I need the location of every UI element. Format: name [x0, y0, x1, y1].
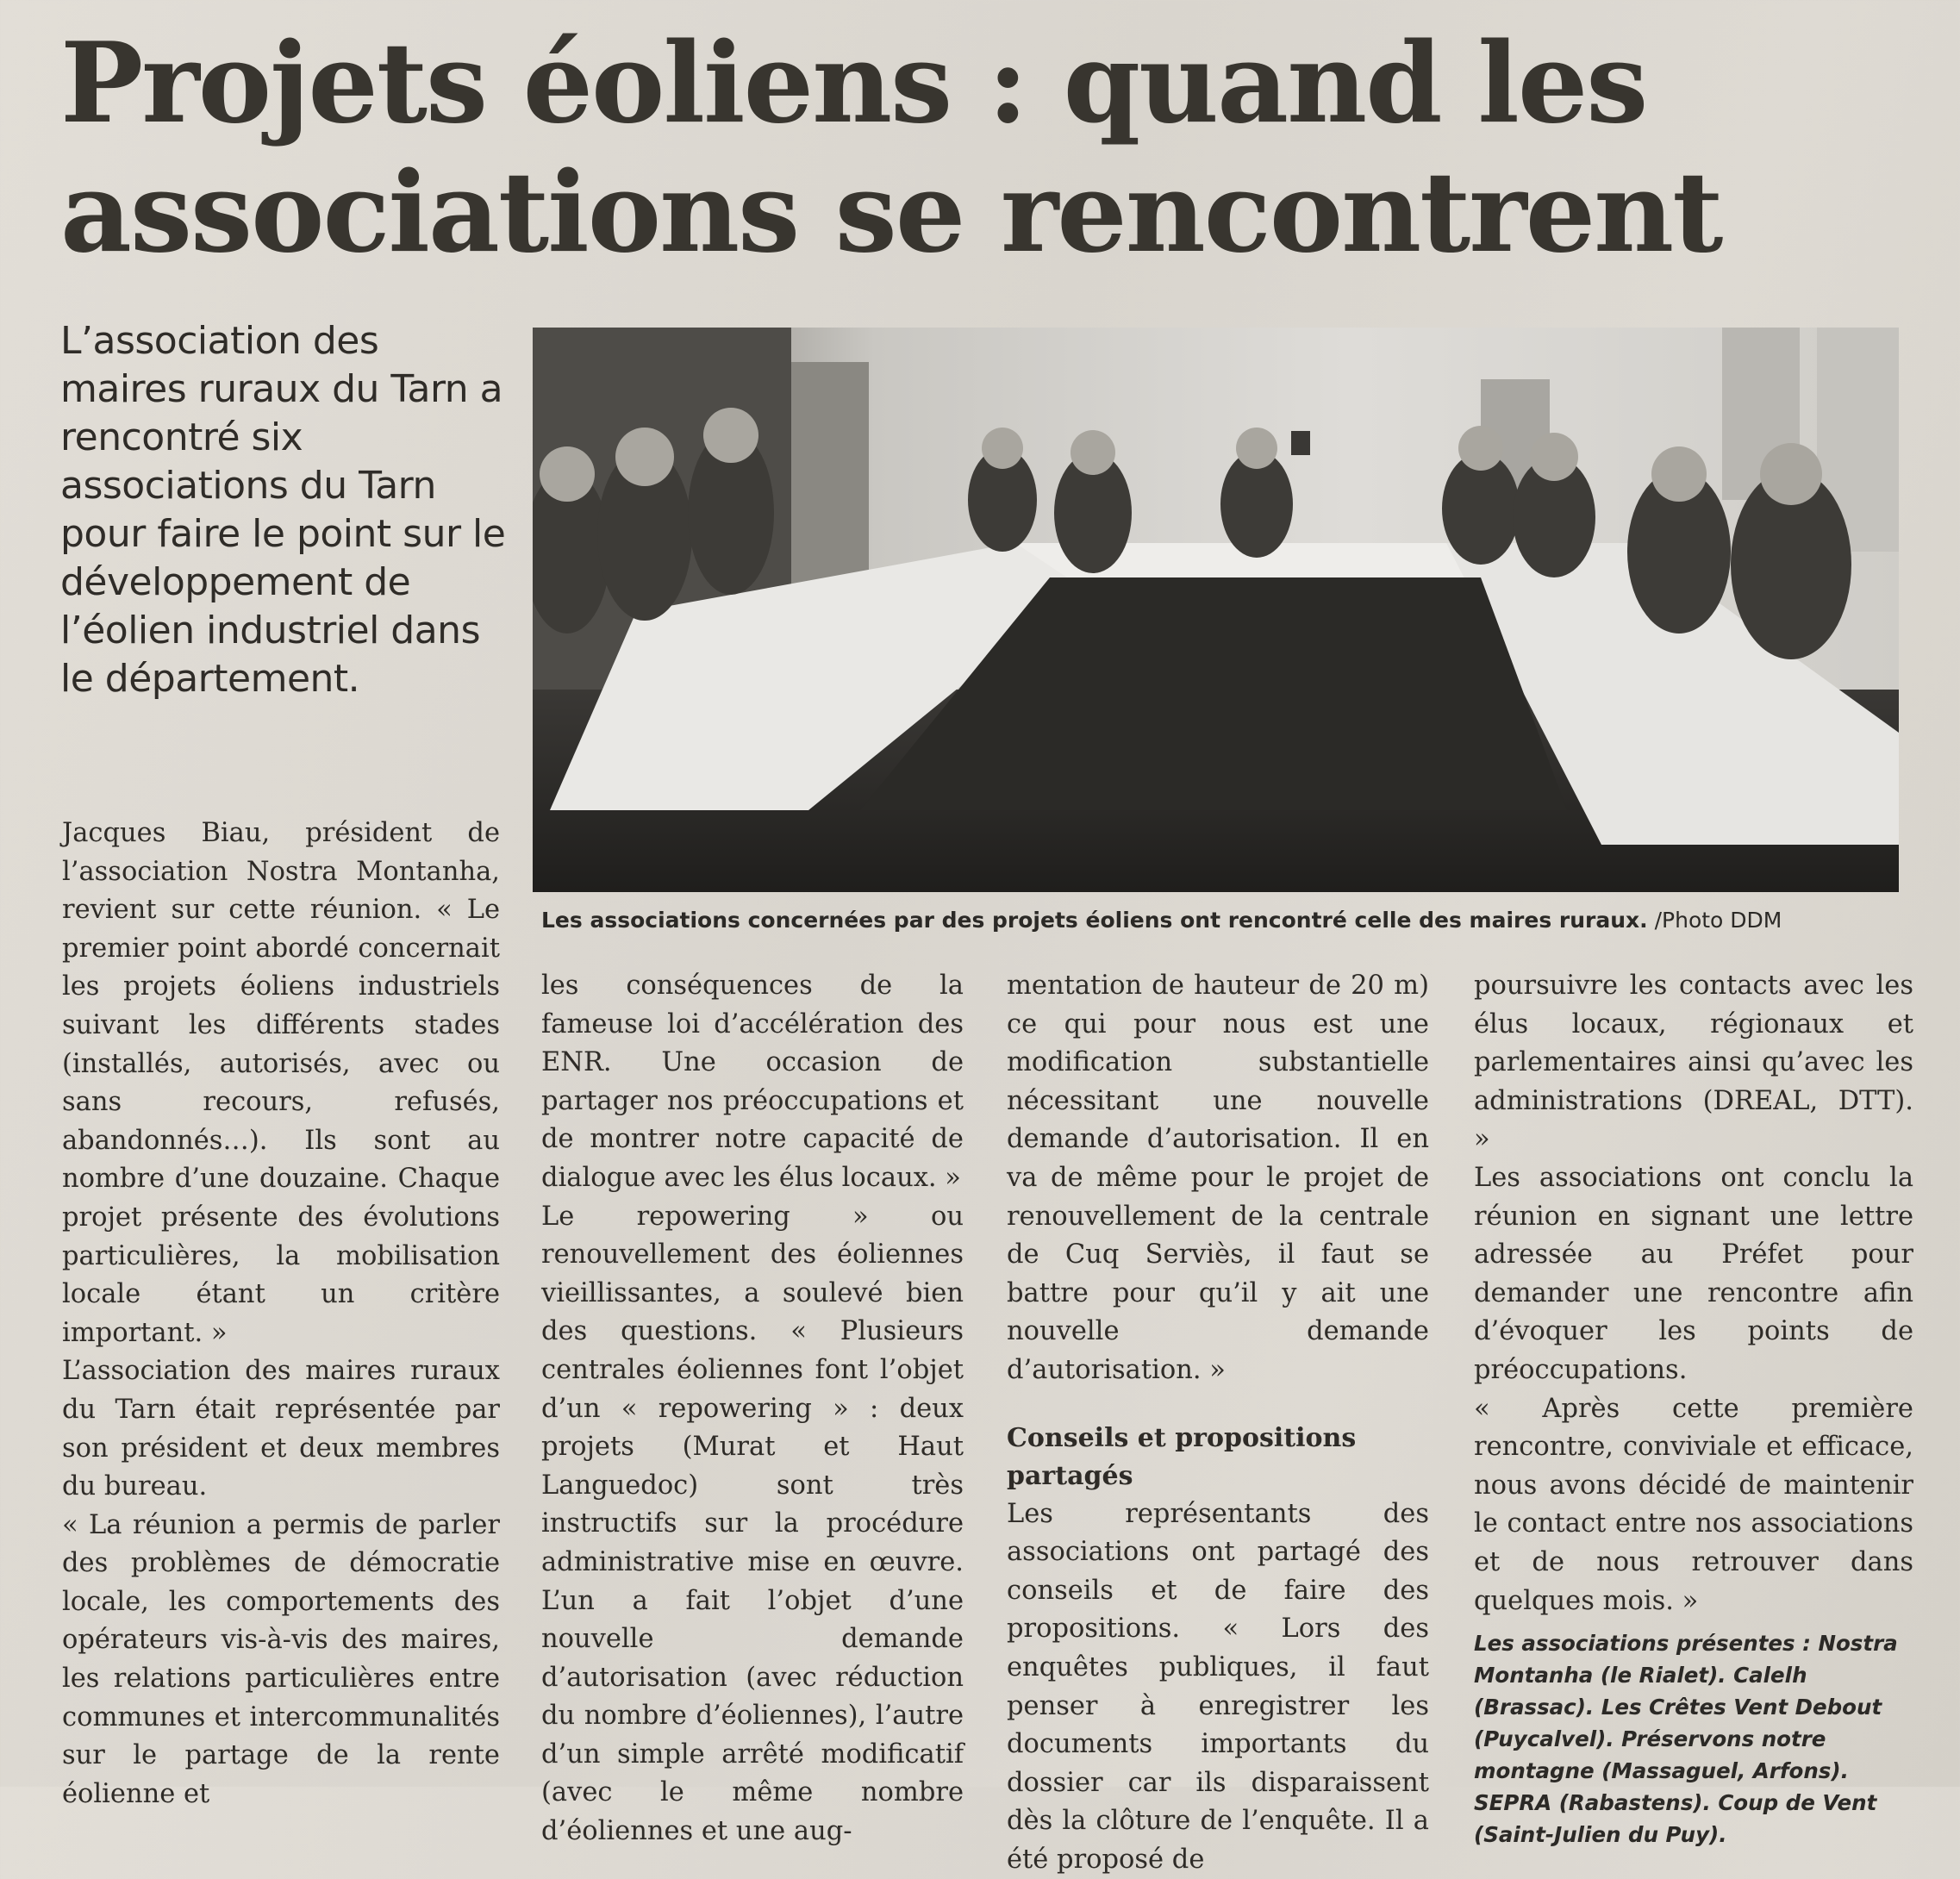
paragraph: « Après cette première rencontre, conviviale et efficace, nous avons décidé de maintenir le contact entre nos associations et de nous retrouver dans quelques mois. » [1474, 1393, 1913, 1616]
paragraph: poursuivre les contacts avec les élus locaux, régionaux et parlementaires ainsi qu’avec les administrations (DREAL, DTT). » [1474, 971, 1913, 1155]
photo-credit: /Photo DDM [1654, 908, 1782, 933]
associations-list: Les associations présentes : Nostra Montanha (le Rialet). Calelh (Brassac). Les Crêtes Vent Debout (Puycalvel). Préservons notre montagne (Massaguel, Arfons). SEPRA (Rabastens). Coup de Vent (Saint-Julien du Puy). [1474, 1631, 1898, 1848]
paragraph: Les représentants des associations ont partagé des conseils et de faire des propositions. « Lors des enquêtes publiques, il faut penser à enregistrer les documents importants du dossier car ils disparaissent dès la clôture de l’enquête. Il a été proposé de [1007, 1498, 1429, 1875]
photo-caption [541, 905, 1903, 936]
lead-paragraph: L’association des maires ruraux du Tarn a rencontré six associations du Tarn pour faire le point sur le développement de l’éolien industriel dans le département. [60, 319, 506, 701]
paragraph: Jacques Biau, président de l’association Nostra Montanha, revient sur cette réunion. « Le premier point abordé concernait les projets éoliens industriels suivant les différents stades (installés, autorisés, avec ou sans recours, refusés, abandonnés…). Ils sont au nombre d’une douzaine. Chaque projet présente des évolutions particulières, la mobilisation locale étant un critère important. » [62, 818, 500, 1348]
paragraph: Les associations ont conclu la réunion en signant une lettre adressée au Préfet pour demander une rencontre afin d’évoquer les points de préoccupations. [1474, 1162, 1913, 1385]
paragraph: « La réunion a permis de parler des problèmes de démocratie locale, les comportements des opérateurs vis-à-vis des maires, les relations particulières entre communes et intercommunalités sur le partage de la rente éolienne et [62, 1509, 500, 1809]
meeting-photo [533, 328, 1899, 892]
paragraph: L’association des maires ruraux du Tarn était représentée par son président et deux membres du bureau. [62, 1356, 500, 1502]
caption-text: Les associations concernées par des projets éoliens ont rencontré celle des maires ruraux. [541, 908, 1648, 933]
paragraph: les conséquences de la fameuse loi d’accélération des ENR. Une occasion de partager nos préoccupations et de montrer notre capacité de dialogue avec les élus locaux. » [541, 971, 964, 1193]
column-3 [1007, 967, 1429, 1879]
column-2 [541, 967, 964, 1851]
subheading: Conseils et propositions partagés [1007, 1422, 1357, 1491]
column-1 [62, 815, 500, 1813]
headline: Projets éoliens : quand les associations se rencontrent [60, 19, 1722, 278]
column-4 [1474, 967, 1913, 1851]
paragraph: mentation de hauteur de 20 m) ce qui pour nous est une modification substantielle nécessitant une nouvelle demande d’autorisation. Il en va de même pour le projet de renouvellement de la centrale de Cuq Serviès, il faut se battre pour qu’il y ait une nouvelle demande d’autorisation. » [1007, 971, 1429, 1385]
paragraph: Le repowering » ou renouvellement des éoliennes vieillissantes, a soulevé bien des questions. « Plusieurs centrales éoliennes font l’objet d’un « repowering » : deux projets (Murat et Haut Languedoc) sont très instructifs sur la procédure administrative mise en œuvre. L’un a fait l’objet d’une nouvelle demande d’autorisation (avec réduction du nombre d’éoliennes), l’autre d’un simple arrêté modificatif (avec le même nombre d’éoliennes et une aug- [541, 1201, 964, 1847]
